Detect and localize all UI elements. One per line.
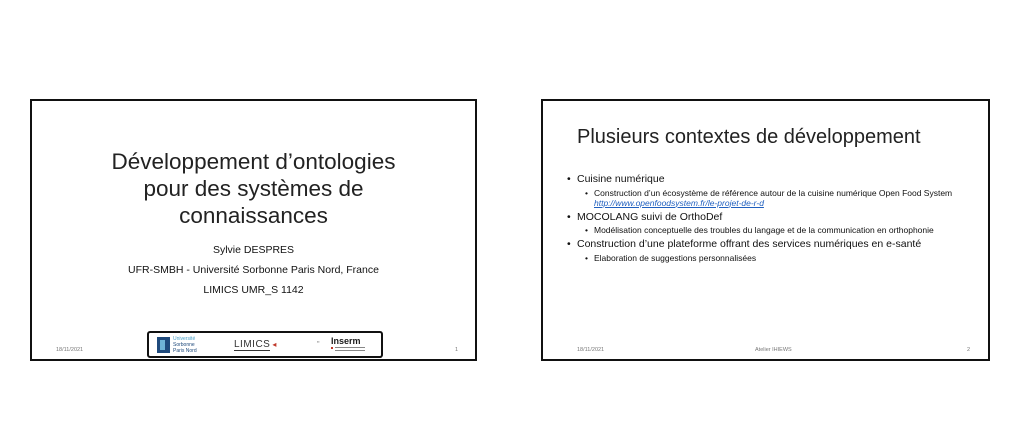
slide-1-title: [32, 148, 475, 229]
sub-bullet-modelisation: • Modélisation conceptuelle des troubles du langage et de la communication en orthophonie: [567, 225, 972, 235]
bullet-plateforme: • Construction d’une plateforme offrant des services numériques en e-santé: [567, 238, 972, 251]
slide-2-bullets: [567, 170, 972, 263]
slide-2-date: 18/11/2021: [577, 347, 605, 353]
sub-bullet-open-food-system: • Construction d’un écosystème de référence autour de la cuisine numérique Open Food System http://www.openfoodsystem.fr/le-projet-de-r-d: [567, 188, 972, 208]
inserm-logo-icon: [331, 347, 333, 349]
sub-bullet-suggestions: • Elaboration de suggestions personnalisées: [567, 253, 972, 263]
bullet-mocolang: • MOCOLANG suivi de OrthoDef: [567, 211, 972, 224]
usp-line-2: Sorbonne: [173, 342, 195, 348]
title-line-1: Développement d’ontologies: [111, 149, 396, 174]
usp-line-1: Université: [173, 336, 196, 342]
slide-2[interactable]: [541, 99, 990, 361]
bullet-cuisine: • Cuisine numérique: [567, 173, 972, 186]
republique-francaise-icon: ▪▪: [317, 340, 320, 344]
usp-logo-icon: [157, 337, 170, 353]
logo-bar: [147, 331, 383, 358]
author: Sylvie DESPRES: [212, 244, 295, 256]
limics-logo-icon: ◂: [272, 340, 277, 349]
title-line-2: pour des systèmes de: [143, 176, 364, 201]
inserm-logo-text: Inserm: [331, 336, 361, 346]
affiliation: UFR-SMBH - Université Sorbonne Paris Nord, France: [128, 264, 379, 276]
slide-1-page-number: 1: [455, 347, 459, 353]
usp-line-3: Paris Nord: [173, 348, 197, 354]
limics-logo: [234, 339, 277, 351]
slide-1-subtitle: [32, 240, 475, 300]
title-line-3: connaissances: [179, 203, 328, 228]
inserm-logo: [317, 336, 377, 356]
slide-1-date: 18/11/2021: [56, 347, 84, 353]
lab: LIMICS UMR_S 1142: [203, 284, 304, 296]
open-food-system-link[interactable]: http://www.openfoodsystem.fr/le-projet-de-r-d: [594, 197, 764, 208]
limics-logo-text: LIMICS: [234, 339, 271, 350]
slide-1[interactable]: [30, 99, 477, 361]
slide-2-footer-center: Atelier IHIEWS: [755, 347, 792, 353]
inserm-tagline-graphic: [335, 347, 365, 353]
slide-2-title: Plusieurs contextes de développement: [577, 126, 921, 148]
slide-2-page-number: 2: [967, 347, 971, 353]
